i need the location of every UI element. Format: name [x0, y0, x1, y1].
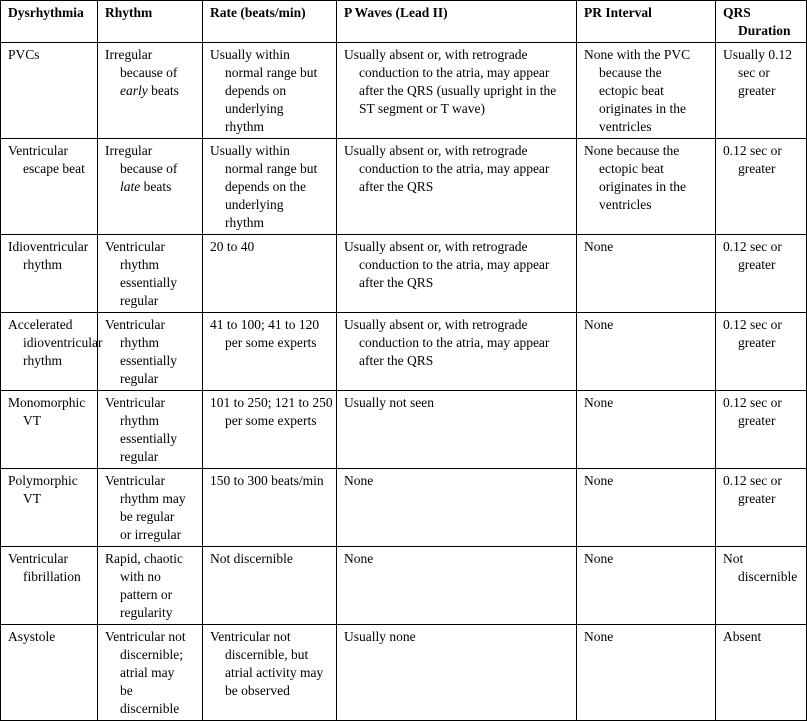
cell-dysrhythmia [1, 43, 98, 139]
cell-rate [203, 43, 337, 139]
cell-line: underlying [225, 101, 284, 116]
cell-p_waves [337, 625, 577, 721]
column-header-p_waves [337, 1, 577, 43]
cell-rhythm [98, 139, 203, 235]
cell-line: essentially [120, 431, 177, 446]
cell-line: be observed [225, 683, 290, 698]
cell-line: because of [120, 161, 178, 176]
cell-line: after the QRS (usually upright in the [359, 83, 557, 98]
column-header-rate [203, 1, 337, 43]
cell-line: Ventricular [105, 239, 165, 254]
cell-pr_interval [577, 547, 716, 625]
cell-line: regular [120, 449, 159, 464]
cell-pr_interval [577, 391, 716, 469]
cell-rhythm [98, 469, 203, 547]
column-header-qrs_duration [716, 1, 807, 43]
cell-rhythm [98, 625, 203, 721]
cell-line: None [584, 473, 614, 488]
table-row-ventricular-escape-beat [1, 139, 807, 235]
cell-dysrhythmia [1, 313, 103, 391]
cell-line: None [584, 629, 614, 644]
cell-line: fibrillation [23, 569, 81, 584]
cell-line: early beats [120, 83, 179, 98]
cell-line: None [584, 317, 614, 332]
cell-line: None with the PVC [584, 47, 691, 62]
cell-line: Dysrhythmia [8, 5, 84, 20]
table-row-accelerated-idioventricular-rhythm [1, 313, 807, 391]
cell-rate [203, 139, 337, 235]
cell-line: 150 to 300 beats/min [210, 473, 324, 488]
cell-line: underlying [225, 197, 284, 212]
cell-line: conduction to the atria, may appear [359, 65, 550, 80]
table-body [1, 43, 807, 721]
cell-pr_interval [577, 43, 716, 139]
header-row [1, 1, 807, 43]
cell-line: 0.12 sec or [723, 473, 782, 488]
cell-line: Usually absent or, with retrograde [344, 239, 528, 254]
cell-pr_interval [577, 235, 716, 313]
cell-line: per some experts [225, 413, 317, 428]
cell-line: regularity [120, 605, 173, 620]
cell-line: greater [738, 83, 776, 98]
cell-line: VT [23, 413, 41, 428]
table-row-idioventricular-rhythm [1, 235, 807, 313]
cell-line: depends on the [225, 179, 306, 194]
cell-line: 0.12 sec or [723, 143, 782, 158]
cell-line: Absent [723, 629, 762, 644]
cell-line: rhythm [23, 353, 62, 368]
cell-line: conduction to the atria, may appear [359, 335, 550, 350]
cell-line: greater [738, 335, 776, 350]
cell-dysrhythmia [1, 625, 98, 721]
cell-line: conduction to the atria, may appear [359, 161, 550, 176]
cell-line: atrial activity may [225, 665, 324, 680]
column-header-rhythm [98, 1, 203, 43]
cell-line: with no [120, 569, 161, 584]
cell-qrs_duration [716, 547, 807, 625]
cell-line: Ventricular [8, 551, 68, 566]
cell-line: Not [723, 551, 744, 566]
cell-line: ectopic beat [599, 161, 664, 176]
cell-p_waves [337, 547, 577, 625]
cell-line: late beats [120, 179, 172, 194]
cell-line: 0.12 sec or [723, 395, 782, 410]
cell-line: Polymorphic [8, 473, 78, 488]
cell-line: rhythm [120, 413, 159, 428]
cell-line: Usually within [210, 143, 290, 158]
cell-line: essentially [120, 353, 177, 368]
cell-line: discernible [120, 701, 180, 716]
table-row-asystole [1, 625, 807, 721]
cell-p_waves [337, 139, 577, 235]
cell-line: after the QRS [359, 353, 434, 368]
table-header [1, 1, 807, 43]
cell-line: Irregular [105, 47, 153, 62]
cell-line: Ventricular [105, 395, 165, 410]
table-row-polymorphic-vt [1, 469, 807, 547]
cell-line: 20 to 40 [210, 239, 255, 254]
cell-line: Usually not seen [344, 395, 434, 410]
cell-line: QRS [723, 5, 751, 20]
cell-qrs_duration [716, 469, 807, 547]
cell-line: originates in the [599, 179, 686, 194]
cell-line: Usually absent or, with retrograde [344, 317, 528, 332]
cell-line: after the QRS [359, 275, 434, 290]
cell-line: be [120, 683, 133, 698]
cell-line: Usually none [344, 629, 416, 644]
cell-line: normal range but [225, 65, 318, 80]
cell-line: or irregular [120, 527, 182, 542]
cell-line: escape beat [23, 161, 85, 176]
cell-rate [203, 391, 337, 469]
cell-rhythm [98, 547, 203, 625]
cell-rate [203, 469, 337, 547]
cell-line: greater [738, 491, 776, 506]
cell-rate [203, 313, 337, 391]
cell-rate [203, 235, 337, 313]
cell-line: Accelerated [8, 317, 73, 332]
cell-dysrhythmia [1, 391, 98, 469]
cell-p_waves [337, 391, 577, 469]
cell-rate [203, 547, 337, 625]
cell-line: ventricles [599, 197, 652, 212]
table-row-ventricular-fibrillation [1, 547, 807, 625]
cell-line: 101 to 250; 121 to 250 [210, 395, 333, 410]
cell-dysrhythmia [1, 547, 98, 625]
cell-pr_interval [577, 313, 716, 391]
cell-line: after the QRS [359, 179, 434, 194]
cell-line: Ventricular not [105, 629, 186, 644]
cell-dysrhythmia [1, 469, 98, 547]
cell-dysrhythmia [1, 235, 98, 313]
cell-line: Usually 0.12 [723, 47, 792, 62]
cell-line: regular [120, 371, 159, 386]
cell-rhythm [98, 313, 203, 391]
cell-qrs_duration [716, 139, 807, 235]
table-row-pvcs [1, 43, 807, 139]
cell-pr_interval [577, 139, 716, 235]
cell-line: ventricles [599, 119, 652, 134]
cell-line: 0.12 sec or [723, 239, 782, 254]
cell-line: Idioventricular [8, 239, 89, 254]
cell-line: depends on [225, 83, 287, 98]
cell-pr_interval [577, 625, 716, 721]
table-row-monomorphic-vt [1, 391, 807, 469]
cell-line: be regular [120, 509, 175, 524]
cell-line: rhythm may [120, 491, 186, 506]
cell-dysrhythmia [1, 139, 98, 235]
cell-line: discernible; [120, 647, 183, 662]
cell-line: Irregular [105, 143, 153, 158]
cell-qrs_duration [716, 235, 807, 313]
cell-line: Usually absent or, with retrograde [344, 47, 528, 62]
cell-line: Rhythm [105, 5, 153, 20]
cell-line: None [344, 551, 374, 566]
cell-rate [203, 625, 337, 721]
cell-p_waves [337, 43, 577, 139]
cell-p_waves [337, 235, 577, 313]
cell-qrs_duration [716, 625, 807, 721]
cell-line: None because the [584, 143, 680, 158]
cell-qrs_duration [716, 391, 807, 469]
column-header-pr_interval [577, 1, 716, 43]
cell-line: Ventricular not [210, 629, 291, 644]
cell-line: idioventricular [23, 335, 103, 350]
cell-line: None [344, 473, 374, 488]
cell-line: Monomorphic [8, 395, 86, 410]
cell-rhythm [98, 391, 203, 469]
cell-line: VT [23, 491, 41, 506]
cell-line: greater [738, 257, 776, 272]
cell-line: Rapid, chaotic [105, 551, 183, 566]
cell-line: rhythm [225, 215, 264, 230]
cell-p_waves [337, 313, 577, 391]
cell-line: greater [738, 413, 776, 428]
cell-line: PR Interval [584, 5, 652, 20]
cell-line: Ventricular [105, 317, 165, 332]
cell-line: conduction to the atria, may appear [359, 257, 550, 272]
cell-line: rhythm [225, 119, 264, 134]
cell-p_waves [337, 469, 577, 547]
cell-line: normal range but [225, 161, 318, 176]
cell-line: because of [120, 65, 178, 80]
cell-line: Duration [738, 23, 791, 38]
cell-line: Rate (beats/min) [210, 5, 306, 20]
cell-line: Not discernible [210, 551, 293, 566]
cell-rhythm [98, 235, 203, 313]
cell-line: rhythm [120, 257, 159, 272]
cell-line: rhythm [23, 257, 62, 272]
cell-line: Asystole [8, 629, 56, 644]
cell-line: discernible [738, 569, 798, 584]
cell-line: atrial may [120, 665, 175, 680]
cell-line: None [584, 551, 614, 566]
cell-qrs_duration [716, 313, 807, 391]
column-header-dysrhythmia [1, 1, 98, 43]
cell-pr_interval [577, 469, 716, 547]
cell-line: Ventricular [105, 473, 165, 488]
cell-line: regular [120, 293, 159, 308]
cell-line: pattern or [120, 587, 173, 602]
cell-line: Usually absent or, with retrograde [344, 143, 528, 158]
cell-line: ST segment or T wave) [359, 101, 485, 116]
cell-line: PVCs [8, 47, 40, 62]
cell-line: greater [738, 161, 776, 176]
cell-line: discernible, but [225, 647, 309, 662]
cell-line: Ventricular [8, 143, 68, 158]
cell-line: rhythm [120, 335, 159, 350]
cell-line: 41 to 100; 41 to 120 [210, 317, 320, 332]
cell-line: ectopic beat [599, 83, 664, 98]
cell-line: 0.12 sec or [723, 317, 782, 332]
cell-line: P Waves (Lead II) [344, 5, 448, 20]
cell-line: sec or [738, 65, 770, 80]
cell-line: Usually within [210, 47, 290, 62]
cell-line: per some experts [225, 335, 317, 350]
cell-line: essentially [120, 275, 177, 290]
cell-line: because the [599, 65, 662, 80]
cell-line: None [584, 395, 614, 410]
cell-line: None [584, 239, 614, 254]
cell-rhythm [98, 43, 203, 139]
cell-qrs_duration [716, 43, 807, 139]
cell-line: originates in the [599, 101, 686, 116]
